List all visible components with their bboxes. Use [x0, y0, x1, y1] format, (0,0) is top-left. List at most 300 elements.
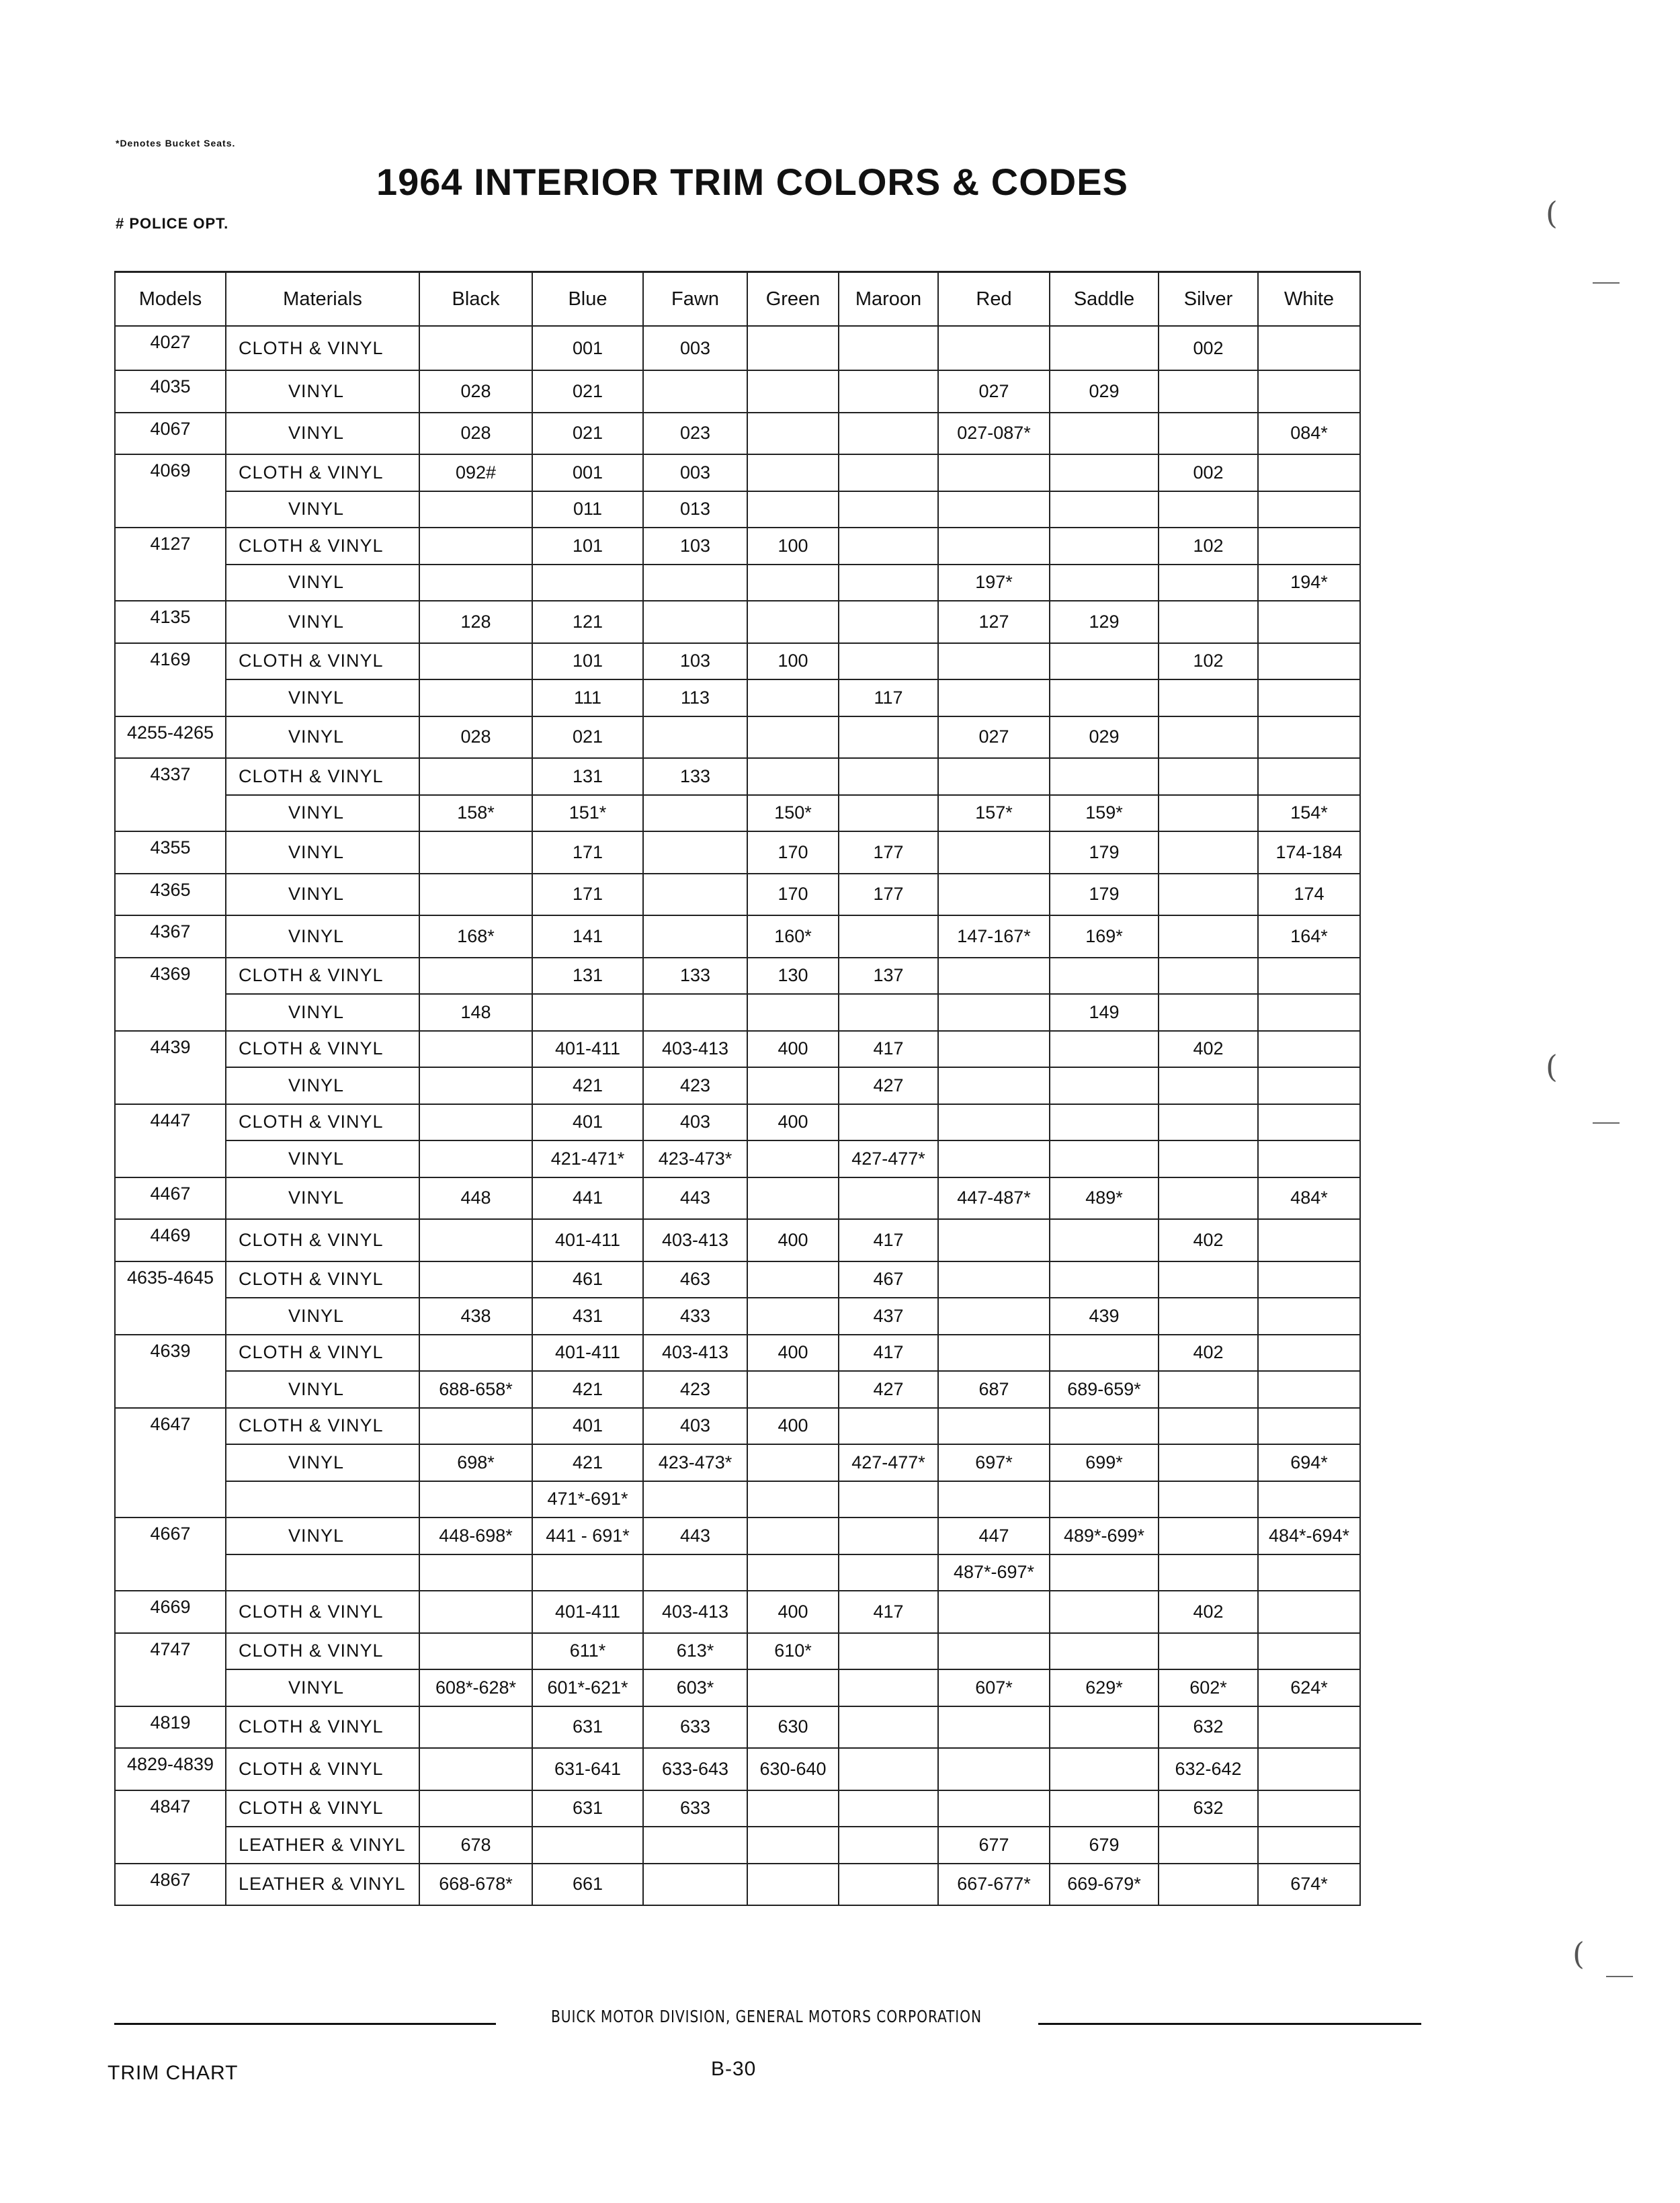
column-header-materials: Materials	[226, 272, 419, 327]
trim-code-cell: 401	[532, 1408, 643, 1445]
material-cell: VINYL	[226, 370, 419, 413]
trim-code-cell	[839, 370, 938, 413]
model-cell: 4369	[115, 958, 226, 1031]
trim-code-cell: 147-167*	[938, 915, 1050, 958]
trim-code-cell: 632	[1159, 1790, 1258, 1827]
trim-code-cell	[419, 1219, 532, 1261]
trim-code-cell: 177	[839, 874, 938, 916]
trim-code-cell	[643, 601, 747, 643]
trim-code-cell: 160*	[747, 915, 839, 958]
column-header-red: Red	[938, 272, 1050, 327]
material-cell: CLOTH & VINYL	[226, 1219, 419, 1261]
trim-code-cell	[1258, 1031, 1360, 1068]
table-body	[115, 326, 1360, 1905]
trim-code-cell: 489*-699*	[1050, 1518, 1159, 1554]
trim-code-cell	[747, 1827, 839, 1864]
trim-code-cell: 128	[419, 601, 532, 643]
trim-code-cell	[938, 1790, 1050, 1827]
trim-code-cell: 131	[532, 958, 643, 995]
trim-code-cell	[532, 1554, 643, 1591]
trim-code-cell	[419, 958, 532, 995]
trim-code-cell: 001	[532, 454, 643, 491]
trim-code-cell	[938, 1633, 1050, 1670]
trim-code-cell: 028	[419, 716, 532, 759]
material-cell: CLOTH & VINYL	[226, 1261, 419, 1298]
trim-code-cell: 427	[839, 1067, 938, 1104]
table-row	[115, 413, 1360, 455]
trim-code-cell: 471*-691*	[532, 1481, 643, 1518]
trim-code-cell: 417	[839, 1591, 938, 1633]
trim-code-cell: 611*	[532, 1633, 643, 1670]
trim-code-cell	[839, 1408, 938, 1445]
material-cell: LEATHER & VINYL	[226, 1827, 419, 1864]
table-row	[115, 1633, 1360, 1670]
trim-code-cell	[1258, 958, 1360, 995]
trim-code-cell: 021	[532, 716, 643, 759]
trim-code-cell	[1258, 1554, 1360, 1591]
trim-code-cell: 402	[1159, 1591, 1258, 1633]
trim-code-cell: 400	[747, 1335, 839, 1372]
trim-code-cell: 427	[839, 1371, 938, 1408]
material-cell: CLOTH & VINYL	[226, 758, 419, 795]
trim-code-cell	[1050, 565, 1159, 601]
model-cell: 4367	[115, 915, 226, 958]
trim-code-cell	[1050, 1104, 1159, 1141]
material-cell: VINYL	[226, 491, 419, 528]
trim-code-cell	[1258, 758, 1360, 795]
trim-code-cell	[747, 413, 839, 455]
trim-code-cell: 149	[1050, 994, 1159, 1031]
trim-code-cell	[1258, 491, 1360, 528]
trim-code-cell: 141	[532, 915, 643, 958]
material-cell: VINYL	[226, 994, 419, 1031]
trim-code-cell	[839, 1177, 938, 1220]
trim-code-cell: 400	[747, 1031, 839, 1068]
trim-code-cell	[1159, 758, 1258, 795]
trim-code-cell: 133	[643, 758, 747, 795]
trim-code-cell	[938, 643, 1050, 680]
trim-code-cell	[419, 326, 532, 370]
model-cell: 4669	[115, 1591, 226, 1633]
trim-code-cell	[839, 643, 938, 680]
trim-code-cell: 402	[1159, 1219, 1258, 1261]
model-cell: 4667	[115, 1518, 226, 1591]
trim-code-cell	[1258, 1335, 1360, 1372]
trim-code-cell	[643, 831, 747, 874]
trim-code-cell: 421	[532, 1371, 643, 1408]
trim-code-cell	[643, 795, 747, 832]
material-cell: CLOTH & VINYL	[226, 1748, 419, 1790]
trim-code-cell	[643, 370, 747, 413]
trim-code-cell	[419, 1790, 532, 1827]
table-row	[115, 758, 1360, 795]
trim-code-cell	[419, 491, 532, 528]
material-cell: VINYL	[226, 874, 419, 916]
trim-code-cell: 028	[419, 413, 532, 455]
trim-code-cell	[1258, 994, 1360, 1031]
trim-code-cell: 401-411	[532, 1219, 643, 1261]
trim-code-cell	[938, 1219, 1050, 1261]
trim-code-cell: 194*	[1258, 565, 1360, 601]
trim-code-cell	[839, 1518, 938, 1554]
trim-code-cell	[1159, 1518, 1258, 1554]
table-row	[115, 565, 1360, 601]
trim-code-cell: 417	[839, 1031, 938, 1068]
trim-code-cell: 171	[532, 831, 643, 874]
trim-code-cell: 603*	[643, 1669, 747, 1706]
trim-code-cell	[747, 716, 839, 759]
trim-code-cell: 001	[532, 326, 643, 370]
trim-code-cell	[938, 1481, 1050, 1518]
trim-code-cell: 489*	[1050, 1177, 1159, 1220]
trim-code-cell: 443	[643, 1177, 747, 1220]
table-row	[115, 1261, 1360, 1298]
trim-code-cell: 102	[1159, 528, 1258, 565]
trim-code-cell	[1050, 758, 1159, 795]
trim-code-cell	[938, 874, 1050, 916]
trim-code-cell	[1258, 528, 1360, 565]
trim-code-cell: 484*-694*	[1258, 1518, 1360, 1554]
trim-code-cell: 100	[747, 643, 839, 680]
trim-code-cell	[1159, 915, 1258, 958]
column-header-silver: Silver	[1159, 272, 1258, 327]
trim-code-cell	[1159, 958, 1258, 995]
trim-code-cell	[747, 1481, 839, 1518]
trim-code-cell	[419, 758, 532, 795]
trim-code-cell: 698*	[419, 1444, 532, 1481]
trim-code-cell	[419, 1591, 532, 1633]
table-row	[115, 831, 1360, 874]
trim-code-cell	[747, 994, 839, 1031]
trim-code-cell	[938, 994, 1050, 1031]
trim-code-cell: 433	[643, 1298, 747, 1335]
trim-code-cell: 174	[1258, 874, 1360, 916]
trim-code-cell: 423	[643, 1067, 747, 1104]
trim-code-cell: 697*	[938, 1444, 1050, 1481]
trim-code-cell: 021	[532, 370, 643, 413]
column-header-saddle: Saddle	[1050, 272, 1159, 327]
trim-code-cell	[839, 716, 938, 759]
trim-code-cell	[938, 1067, 1050, 1104]
table-header-row	[115, 272, 1360, 327]
trim-code-cell: 179	[1050, 831, 1159, 874]
trim-code-cell: 669-679*	[1050, 1864, 1159, 1906]
trim-code-cell	[1050, 454, 1159, 491]
table-row	[115, 958, 1360, 995]
trim-code-cell: 441	[532, 1177, 643, 1220]
trim-code-cell: 417	[839, 1219, 938, 1261]
trim-code-cell	[938, 1298, 1050, 1335]
trim-code-cell: 677	[938, 1827, 1050, 1864]
material-cell	[226, 1554, 419, 1591]
trim-code-cell: 431	[532, 1298, 643, 1335]
trim-code-cell: 150*	[747, 795, 839, 832]
trim-code-cell	[938, 1031, 1050, 1068]
trim-code-cell: 441 - 691*	[532, 1518, 643, 1554]
trim-code-cell	[643, 994, 747, 1031]
trim-code-cell: 667-677*	[938, 1864, 1050, 1906]
trim-code-cell	[1258, 1748, 1360, 1790]
trim-code-cell: 103	[643, 643, 747, 680]
table-row	[115, 601, 1360, 643]
trim-code-cell	[419, 565, 532, 601]
material-cell: VINYL	[226, 565, 419, 601]
trim-code-cell	[747, 1177, 839, 1220]
table-row	[115, 1518, 1360, 1554]
trim-codes-table	[114, 271, 1361, 1906]
trim-code-cell	[643, 915, 747, 958]
trim-code-cell	[1050, 1031, 1159, 1068]
material-cell: VINYL	[226, 1298, 419, 1335]
trim-code-cell: 427-477*	[839, 1140, 938, 1177]
table-row	[115, 643, 1360, 680]
material-cell: CLOTH & VINYL	[226, 1790, 419, 1827]
trim-code-cell: 003	[643, 326, 747, 370]
material-cell: CLOTH & VINYL	[226, 326, 419, 370]
trim-code-cell	[1050, 958, 1159, 995]
trim-code-cell: 632-642	[1159, 1748, 1258, 1790]
trim-code-cell: 154*	[1258, 795, 1360, 832]
trim-code-cell: 158*	[419, 795, 532, 832]
trim-code-cell: 113	[643, 679, 747, 716]
trim-code-cell: 633-643	[643, 1748, 747, 1790]
trim-code-cell: 400	[747, 1104, 839, 1141]
trim-code-cell	[419, 1335, 532, 1372]
trim-code-cell	[1159, 874, 1258, 916]
trim-code-cell	[1050, 1591, 1159, 1633]
trim-code-cell	[419, 1481, 532, 1518]
trim-code-cell	[419, 831, 532, 874]
trim-code-cell	[747, 1140, 839, 1177]
trim-code-cell	[839, 758, 938, 795]
trim-code-cell: 421-471*	[532, 1140, 643, 1177]
model-cell: 4867	[115, 1864, 226, 1906]
trim-code-cell: 448	[419, 1177, 532, 1220]
trim-code-cell	[1258, 1481, 1360, 1518]
model-cell: 4337	[115, 758, 226, 831]
trim-code-cell: 003	[643, 454, 747, 491]
trim-code-cell	[747, 1261, 839, 1298]
material-cell: CLOTH & VINYL	[226, 1633, 419, 1670]
trim-code-cell: 484*	[1258, 1177, 1360, 1220]
trim-code-cell: 630	[747, 1706, 839, 1749]
trim-code-cell	[1159, 565, 1258, 601]
trim-code-cell: 403-413	[643, 1335, 747, 1372]
table-row	[115, 528, 1360, 565]
trim-code-cell	[747, 1444, 839, 1481]
trim-code-cell	[1258, 643, 1360, 680]
model-cell: 4355	[115, 831, 226, 874]
trim-code-cell	[1258, 1298, 1360, 1335]
trim-code-cell	[839, 1748, 938, 1790]
trim-code-cell	[747, 758, 839, 795]
trim-code-cell	[839, 1790, 938, 1827]
trim-code-cell	[1258, 716, 1360, 759]
trim-code-cell	[532, 1827, 643, 1864]
trim-code-cell	[1258, 454, 1360, 491]
table-row	[115, 1591, 1360, 1633]
trim-code-cell	[747, 679, 839, 716]
trim-code-cell	[419, 1748, 532, 1790]
material-cell: VINYL	[226, 915, 419, 958]
trim-code-cell	[1159, 1140, 1258, 1177]
trim-code-cell	[747, 1371, 839, 1408]
trim-code-cell	[1050, 491, 1159, 528]
model-cell: 4035	[115, 370, 226, 413]
trim-code-cell: 401	[532, 1104, 643, 1141]
trim-code-cell: 023	[643, 413, 747, 455]
trim-code-cell	[643, 716, 747, 759]
material-cell: VINYL	[226, 1518, 419, 1554]
trim-code-cell	[747, 370, 839, 413]
material-cell: CLOTH & VINYL	[226, 1335, 419, 1372]
trim-code-cell	[747, 1864, 839, 1906]
trim-code-cell: 159*	[1050, 795, 1159, 832]
trim-code-cell: 151*	[532, 795, 643, 832]
material-cell: VINYL	[226, 831, 419, 874]
trim-code-cell	[1258, 1140, 1360, 1177]
footer-section-label: TRIM CHART	[108, 2062, 239, 2084]
trim-code-cell	[1258, 1706, 1360, 1749]
trim-code-cell	[938, 1104, 1050, 1141]
trim-code-cell	[1159, 1261, 1258, 1298]
trim-code-cell: 403-413	[643, 1031, 747, 1068]
trim-code-cell: 157*	[938, 795, 1050, 832]
trim-code-cell	[1258, 370, 1360, 413]
trim-code-cell	[938, 454, 1050, 491]
material-cell: VINYL	[226, 1444, 419, 1481]
trim-code-cell: 607*	[938, 1669, 1050, 1706]
table-row	[115, 1177, 1360, 1220]
trim-code-cell: 027	[938, 370, 1050, 413]
trim-code-cell: 461	[532, 1261, 643, 1298]
material-cell: VINYL	[226, 1067, 419, 1104]
trim-code-cell	[938, 1408, 1050, 1445]
trim-code-cell: 678	[419, 1827, 532, 1864]
trim-code-cell: 608*-628*	[419, 1669, 532, 1706]
model-cell: 4255-4265	[115, 716, 226, 759]
model-cell: 4127	[115, 528, 226, 601]
trim-code-cell: 013	[643, 491, 747, 528]
material-cell: VINYL	[226, 1177, 419, 1220]
trim-code-cell	[1159, 1408, 1258, 1445]
margin-paren-mark: (	[1546, 1048, 1558, 1085]
trim-code-cell	[1258, 1219, 1360, 1261]
trim-code-cell	[747, 1790, 839, 1827]
trim-code-cell: 402	[1159, 1335, 1258, 1372]
table-row	[115, 1371, 1360, 1408]
trim-code-cell: 400	[747, 1219, 839, 1261]
column-header-green: Green	[747, 272, 839, 327]
trim-code-cell	[938, 1335, 1050, 1372]
column-header-black: Black	[419, 272, 532, 327]
material-cell: CLOTH & VINYL	[226, 1408, 419, 1445]
trim-code-cell	[1159, 831, 1258, 874]
trim-code-cell: 631	[532, 1706, 643, 1749]
trim-code-cell	[839, 601, 938, 643]
trim-code-cell	[1159, 1633, 1258, 1670]
trim-code-cell: 027-087*	[938, 413, 1050, 455]
trim-code-cell: 028	[419, 370, 532, 413]
trim-code-cell: 129	[1050, 601, 1159, 643]
trim-code-cell: 679	[1050, 1827, 1159, 1864]
trim-code-cell	[839, 1669, 938, 1706]
trim-code-cell: 170	[747, 874, 839, 916]
trim-code-cell: 403-413	[643, 1591, 747, 1633]
trim-code-cell: 443	[643, 1518, 747, 1554]
trim-code-cell: 421	[532, 1444, 643, 1481]
trim-code-cell	[839, 994, 938, 1031]
table-row	[115, 1067, 1360, 1104]
trim-code-cell	[1159, 1827, 1258, 1864]
table-row	[115, 1298, 1360, 1335]
trim-code-cell	[938, 1591, 1050, 1633]
trim-code-cell	[532, 994, 643, 1031]
model-cell: 4067	[115, 413, 226, 455]
trim-code-cell: 103	[643, 528, 747, 565]
trim-code-cell: 400	[747, 1408, 839, 1445]
trim-code-cell	[747, 1669, 839, 1706]
trim-code-cell: 102	[1159, 643, 1258, 680]
model-cell: 4639	[115, 1335, 226, 1408]
column-header-maroon: Maroon	[839, 272, 938, 327]
trim-code-cell	[938, 958, 1050, 995]
trim-code-cell: 447-487*	[938, 1177, 1050, 1220]
trim-code-cell: 403-413	[643, 1219, 747, 1261]
material-cell: CLOTH & VINYL	[226, 1104, 419, 1141]
trim-code-cell: 417	[839, 1335, 938, 1372]
table-row	[115, 1669, 1360, 1706]
trim-code-cell	[839, 1633, 938, 1670]
trim-code-cell	[1159, 601, 1258, 643]
trim-code-cell	[938, 679, 1050, 716]
police-option-note: # POLICE OPT.	[116, 215, 229, 232]
trim-code-cell: 401-411	[532, 1031, 643, 1068]
trim-code-cell	[938, 326, 1050, 370]
material-cell: CLOTH & VINYL	[226, 1031, 419, 1068]
trim-code-cell: 602*	[1159, 1669, 1258, 1706]
trim-code-cell	[938, 831, 1050, 874]
trim-code-cell	[532, 565, 643, 601]
trim-code-cell: 179	[1050, 874, 1159, 916]
trim-code-cell: 101	[532, 643, 643, 680]
trim-code-cell: 127	[938, 601, 1050, 643]
table-row	[115, 1554, 1360, 1591]
trim-code-cell: 439	[1050, 1298, 1159, 1335]
trim-code-cell: 002	[1159, 454, 1258, 491]
material-cell: VINYL	[226, 413, 419, 455]
material-cell: LEATHER & VINYL	[226, 1864, 419, 1906]
material-cell: VINYL	[226, 1371, 419, 1408]
trim-code-cell: 403	[643, 1408, 747, 1445]
model-cell: 4365	[115, 874, 226, 916]
trim-code-cell	[747, 1518, 839, 1554]
trim-code-cell	[419, 874, 532, 916]
trim-code-cell: 463	[643, 1261, 747, 1298]
trim-code-cell	[747, 601, 839, 643]
trim-code-cell: 121	[532, 601, 643, 643]
trim-code-cell	[938, 758, 1050, 795]
trim-code-cell	[1159, 1444, 1258, 1481]
trim-code-cell	[747, 454, 839, 491]
model-cell: 4469	[115, 1219, 226, 1261]
trim-code-cell: 610*	[747, 1633, 839, 1670]
table-row	[115, 716, 1360, 759]
trim-code-cell	[643, 1481, 747, 1518]
trim-code-cell	[419, 679, 532, 716]
trim-code-cell: 423-473*	[643, 1140, 747, 1177]
bucket-seats-note: *Denotes Bucket Seats.	[116, 138, 236, 149]
